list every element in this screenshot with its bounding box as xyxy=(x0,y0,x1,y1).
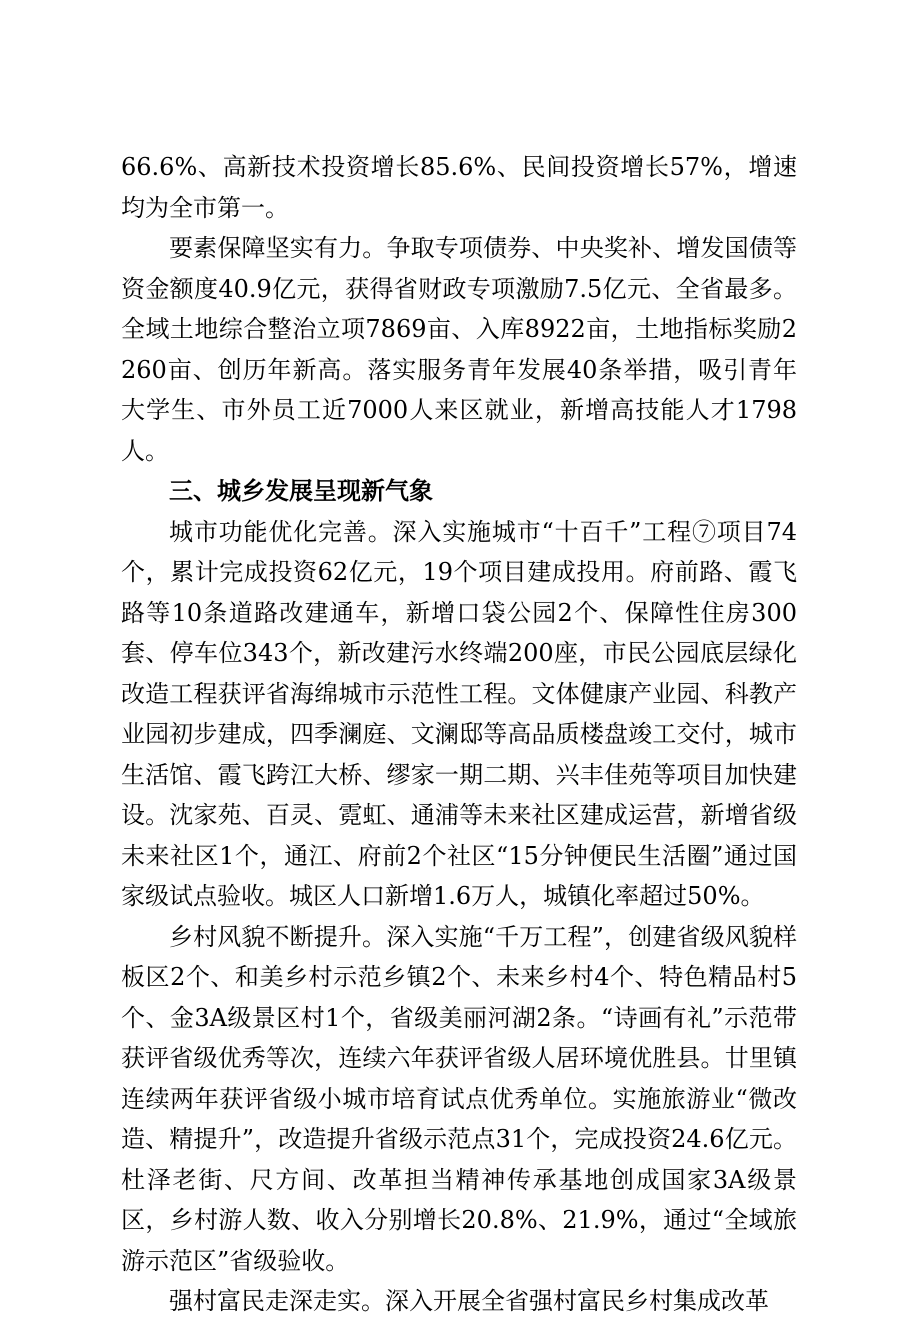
paragraph-factor-guarantee: 要素保障坚实有力。争取专项债券、中央奖补、增发国债等资金额度40.9亿元，获得省财政专项激励7.5亿元、全省最多。全域土地综合整治立项7869亩、入库8922亩，土地指标奖励2260亩、创历年新高。落实服务青年发展40条举措，吸引青年大学生、市外员工近7000人来区就业，新增高技能人才1798人。 xyxy=(121,234,797,465)
paragraph-urban-function: 城市功能优化完善。深入实施城市“十百千”工程⑦项目74个，累计完成投资62亿元，19个项目建成投用。府前路、霞飞路等10条道路改建通车，新增口袋公园2个、保障性住房300套、停车位343个，新改建污水终端200座，市民公园底层绿化改造工程获评省海绵城市示范性工程。文体健康产业园、科教产业园初步建成，四季澜庭、文澜邸等高品质楼盘竣工交付，城市生活馆、霞飞跨江大桥、缪家一期二期、兴丰佳苑等项目加快建设。沈家苑、百灵、霓虹、通浦等未来社区建成运营，新增省级未来社区1个，通江、府前2个社区“15分钟便民生活圈”通过国家级试点验收。城区人口新增1.6万人，城镇化率超过50%。 xyxy=(121,517,797,910)
paragraph-strong-village: 强村富民走深走实。深入开展全省强村富民乡村集成改革 xyxy=(169,1287,769,1315)
document-page xyxy=(121,147,797,1322)
paragraph-rural-landscape: 乡村风貌不断提升。深入实施“千万工程”，创建省级风貌样板区2个、和美乡村示范乡镇2个、未来乡村4个、特色精品村5个、金3A级景区村1个，省级美丽河湖2条。“诗画有礼”示范带获评省级优秀等次，连续六年获评省级人居环境优胜县。廿里镇连续两年获评省级小城市培育试点优秀单位。实施旅游业“微改造、精提升”，改造提升省级示范点31个，完成投资24.6亿元。杜泽老街、尺方间、改革担当精神传承基地创成国家3A级景区，乡村游人数、收入分别增长20.8%、21.9%，通过“全域旅游示范区”省级验收。 xyxy=(121,922,797,1275)
paragraph-investment-growth: 66.6%、高新技术投资增长85.6%、民间投资增长57%，增速均为全市第一。 xyxy=(121,153,797,222)
section-heading-urban-rural: 三、城乡发展呈现新气象 xyxy=(169,477,433,505)
